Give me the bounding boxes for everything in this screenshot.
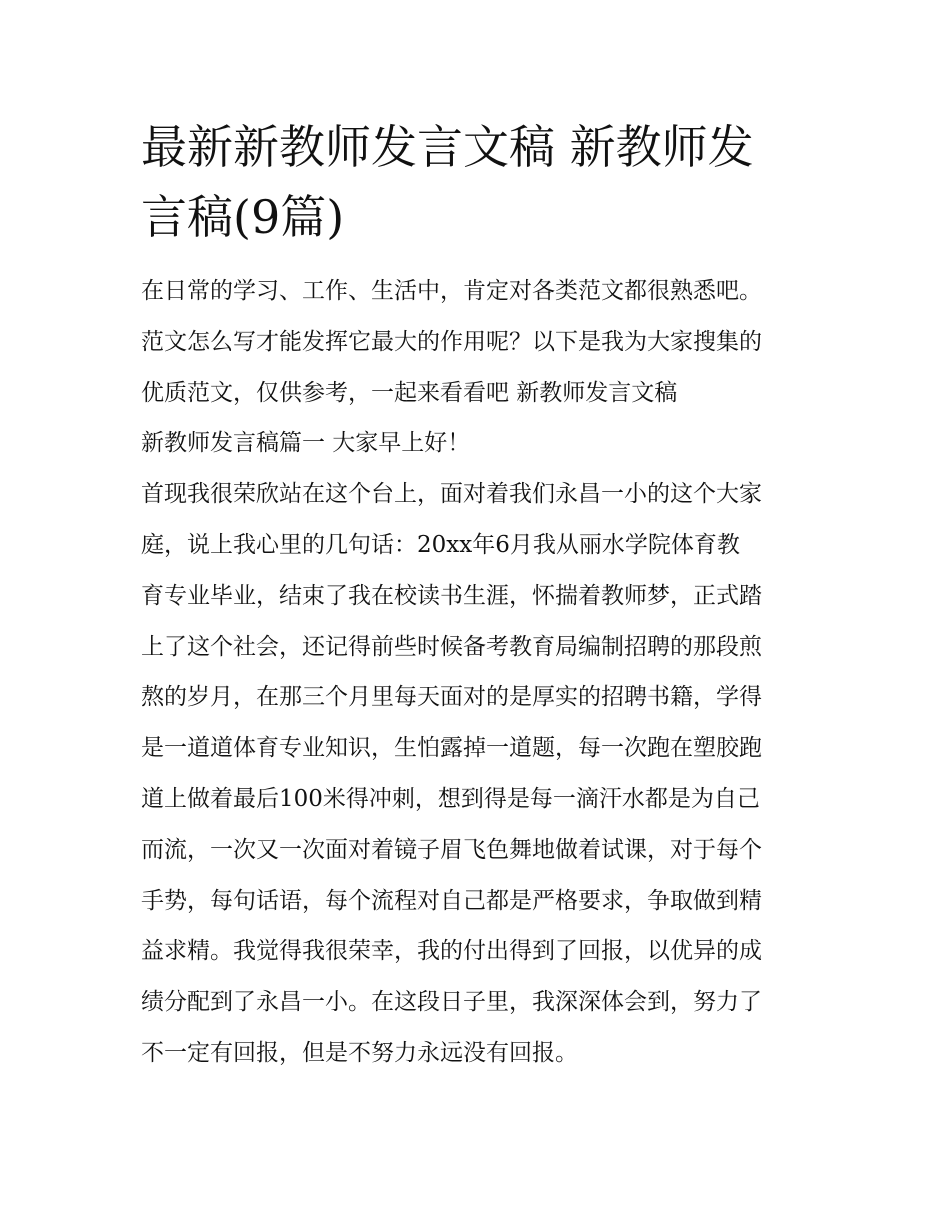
body-line: 庭，说上我心里的几句话：20xx年6月我从丽水学院体育教 <box>141 531 740 558</box>
body-line: 新教师发言稿篇一 大家早上好！ <box>141 430 471 457</box>
body-line: 道上做着最后100米得冲刺，想到得是每一滴汗水都是为自己 <box>141 785 760 812</box>
body-line: 范文怎么写才能发挥它最大的作用呢？以下是我为大家搜集的 <box>141 328 762 355</box>
body-line: 首现我很荣欣站在这个台上，面对着我们永昌一小的这个大家 <box>141 481 762 508</box>
body-line: 益求精。我觉得我很荣幸，我的付出得到了回报，以优异的成 <box>141 938 762 965</box>
document-body <box>141 266 821 1079</box>
body-line: 在日常的学习、工作、生活中，肯定对各类范文都很熟悉吧。 <box>141 278 762 304</box>
body-line: 而流，一次又一次面对着镜子眉飞色舞地做着试课，对于每个 <box>141 836 762 863</box>
body-line: 绩分配到了永昌一小。在这段日子里，我深深体会到，努力了 <box>141 989 762 1016</box>
body-line: 上了这个社会，还记得前些时候备考教育局编制招聘的那段煎 <box>141 633 762 660</box>
body-line: 手势，每句话语，每个流程对自己都是严格要求，争取做到精 <box>141 887 762 914</box>
body-line: 优质范文，仅供参考，一起来看看吧 新教师发言文稿 <box>141 379 678 406</box>
body-line: 不一定有回报，但是不努力永远没有回报。 <box>141 1039 578 1066</box>
body-line: 是一道道体育专业知识，生怕露掉一道题，每一次跑在塑胶跑 <box>141 735 762 762</box>
document-title <box>141 112 821 252</box>
title-line: 最新新教师发言文稿 新教师发 <box>141 120 754 174</box>
body-line: 育专业毕业，结束了我在校读书生涯，怀揣着教师梦，正式踏 <box>141 582 762 609</box>
title-line: 言稿(9篇) <box>141 190 345 244</box>
body-line: 熬的岁月，在那三个月里每天面对的是厚实的招聘书籍，学得 <box>141 684 762 711</box>
document-content <box>141 112 821 1079</box>
